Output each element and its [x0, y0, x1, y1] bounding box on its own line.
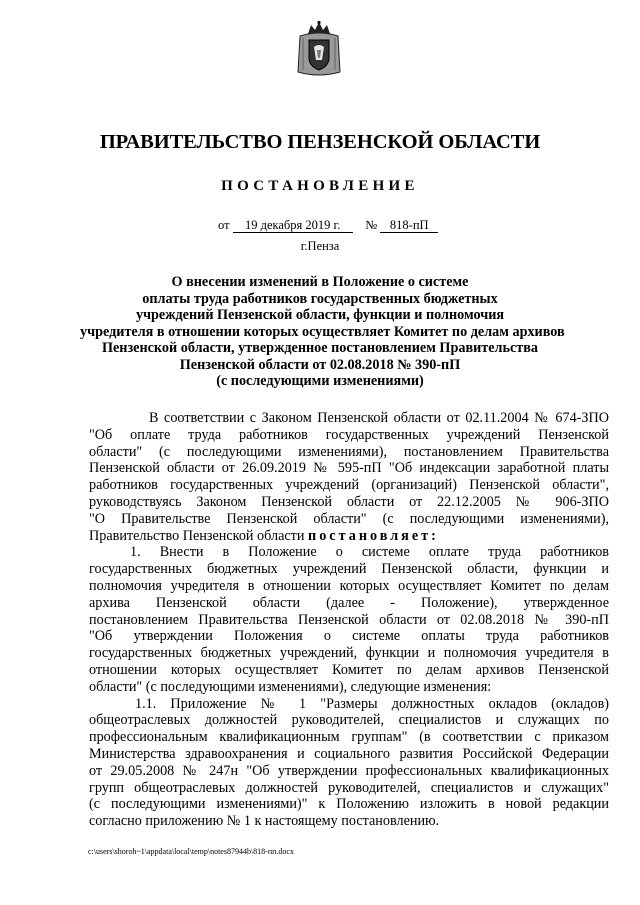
document-number: 818-пП — [380, 219, 438, 233]
coat-of-arms-icon — [296, 20, 342, 78]
body-line: отношении которых осуществляет Комитет по делам архивов Пензенской — [89, 661, 609, 678]
body-line: государственных бюджетных учреждений Пензенской области, функции и — [89, 561, 609, 578]
subject-line: учредителя в отношении которых осуществляет Комитет по делам архивов — [80, 323, 565, 340]
subject-line: Пензенской области, утвержденное постановлением Правительства — [101, 340, 539, 356]
body-line: групп общеотраслевых должностей руководителей, специалистов и служащих" — [89, 779, 609, 796]
body-line: (с последующими изменениями)" к Положению изложить в новой редакции — [89, 796, 609, 813]
decree-subject: Правительство Пензенской области — [89, 527, 305, 544]
body-line: В соответствии с Законом Пензенской области от 02.11.2004 № 674-ЗПО — [149, 410, 609, 426]
body-line-decree — [89, 528, 609, 545]
government-title: ПРАВИТЕЛЬСТВО ПЕНЗЕНСКОЙ ОБЛАСТИ — [99, 131, 541, 153]
body-line: области" (с последующими изменениями), постановлением Правительства — [89, 443, 609, 460]
body-line: "Об оплате труда работников государственных учреждений Пензенской — [89, 426, 609, 443]
body-line: 1. Внести в Положение о системе оплате труда работников — [130, 544, 609, 561]
body-line: Министерства здравоохранения и социального развития Российской Федерации — [89, 745, 609, 762]
decree-verb: постановляет: — [308, 527, 439, 544]
body-line: архива Пензенской области (далее - Положение), утвержденное — [89, 594, 609, 611]
document-body — [89, 410, 609, 830]
body-line: государственных бюджетных учреждений, функции и полномочия учредителя в — [89, 645, 609, 662]
subject-line: О внесении изменений в Положение о системе — [171, 274, 469, 290]
date-prefix: от — [218, 218, 230, 232]
body-line: работников государственных учреждений (организаций) Пензенской области", — [89, 477, 609, 494]
body-line: общеотраслевых должностей руководителей, специалистов и служащих по — [89, 712, 609, 729]
subject-line: оплаты труда работников государственных бюджетных — [142, 290, 498, 307]
body-line: руководствуясь Законом Пензенской области от 22.12.2005 № 906-ЗПО — [89, 493, 609, 510]
body-line: "О Правительстве Пензенской области" (с последующими изменениями), — [89, 510, 609, 527]
city: г.Пенза — [300, 239, 340, 253]
file-path-footer: c:\users\shoroh~1\appdata\local\temp\notes87944b\818-пп.docx — [88, 847, 294, 856]
subject-line: Пензенской области от 02.08.2018 № 390-пП — [179, 356, 461, 373]
body-line: от 29.05.2008 № 247н "Об утверждении профессиональных квалификационных — [89, 762, 609, 779]
subject-line: учреждений Пензенской области, функции и полномочия — [135, 307, 505, 323]
body-line: области" (с последующими изменениями), следующие изменения: — [89, 678, 492, 695]
date-number-line — [218, 218, 438, 233]
body-line: согласно приложению № 1 к настоящему постановлению. — [89, 813, 440, 830]
document-type: ПОСТАНОВЛЕНИЕ — [221, 178, 419, 194]
document-date: 19 декабря 2019 г. — [233, 219, 353, 233]
body-line: профессиональным квалификационным группам" (в соответствии с приказом — [89, 729, 609, 746]
body-line: полномочия учредителя в отношении которых осуществляет Комитет по делам — [89, 577, 609, 594]
document-subject — [80, 274, 565, 390]
body-line: 1.1. Приложение № 1 "Размеры должностных окладов (окладов) — [135, 695, 609, 712]
body-line: постановлением Правительства Пензенской области от 02.08.2018 № 390-пП — [89, 611, 609, 628]
body-line: "Об утверждении Положения о системе оплаты труда работников — [89, 628, 609, 645]
body-line: Пензенской области от 26.09.2019 № 595-пП "Об индексации заработной платы — [89, 460, 609, 477]
subject-line: (с последующими изменениями) — [216, 373, 424, 389]
number-prefix: № — [365, 218, 378, 232]
